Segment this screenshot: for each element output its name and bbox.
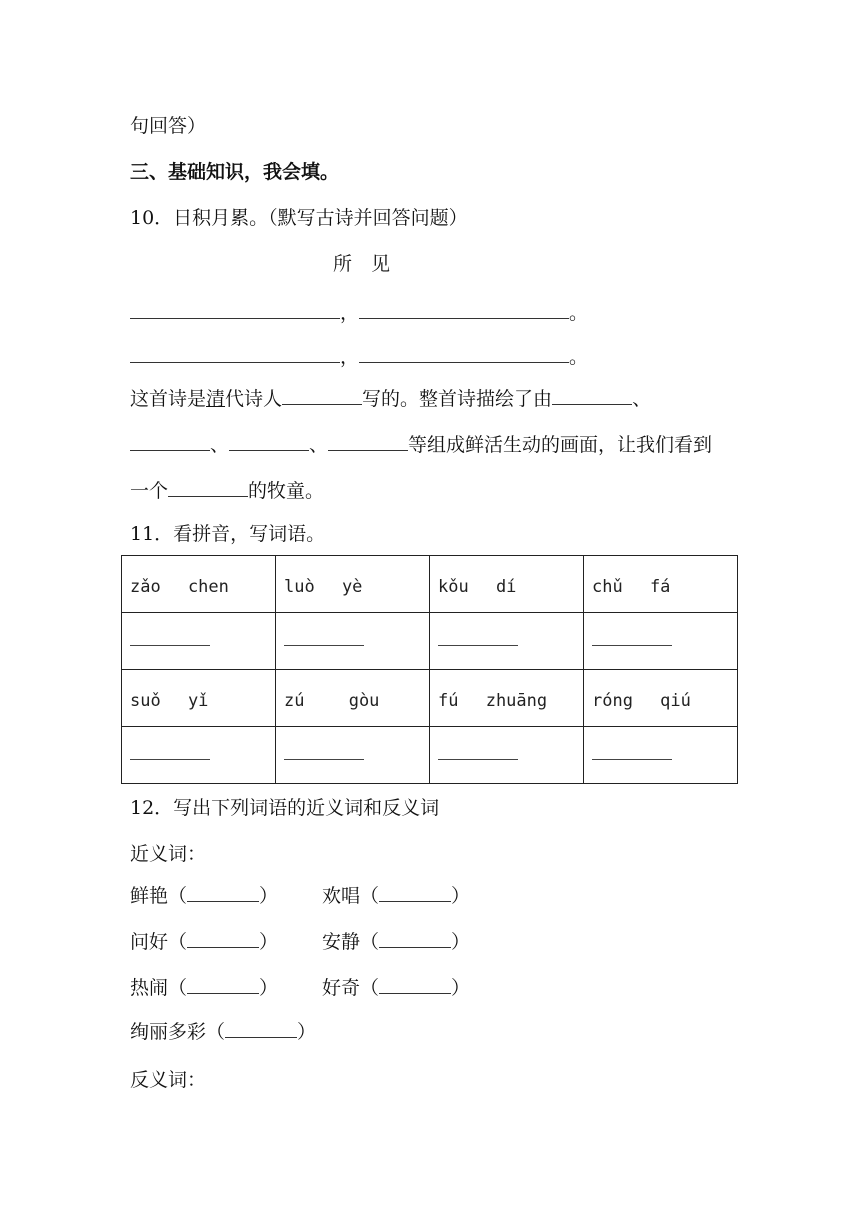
answer-cell[interactable] xyxy=(122,613,276,670)
answer-cell[interactable] xyxy=(584,613,738,670)
answer-blank[interactable] xyxy=(379,883,451,902)
answer-blank[interactable] xyxy=(552,384,632,405)
question-12: 12．写出下列词语的近义词和反义词 xyxy=(130,797,440,819)
synonym-item: 热闹（ ） xyxy=(130,977,279,999)
write-line xyxy=(284,631,364,646)
poem-line-1: ， 。 xyxy=(130,298,588,327)
answer-cell[interactable] xyxy=(276,727,430,784)
table-row xyxy=(122,727,738,784)
answer-blank[interactable] xyxy=(282,384,362,405)
poem-title: 所 见 xyxy=(333,253,391,275)
antonym-heading: 反义词： xyxy=(130,1069,207,1091)
synonym-item: 欢唱（ ） xyxy=(322,885,471,907)
section-heading: 三、基础知识，我会填。 xyxy=(130,161,340,183)
pinyin-cell: róng qiú xyxy=(584,670,738,727)
pinyin-cell: fú zhuāng xyxy=(430,670,584,727)
question-10: 10．日积月累。（默写古诗并回答问题） xyxy=(130,207,468,229)
write-line xyxy=(438,631,518,646)
write-line xyxy=(592,631,672,646)
poem-blank[interactable] xyxy=(130,298,340,319)
poem-line-2: ， 。 xyxy=(130,342,588,371)
continuation-text: 句回答） xyxy=(130,115,207,137)
synonym-item: 好奇（ ） xyxy=(322,977,471,999)
pinyin-cell: luò yè xyxy=(276,556,430,613)
synonym-heading: 近义词： xyxy=(130,843,207,865)
answer-cell[interactable] xyxy=(430,613,584,670)
poem-blank[interactable] xyxy=(130,342,340,363)
answer-cell[interactable] xyxy=(122,727,276,784)
answer-blank[interactable] xyxy=(379,975,451,994)
synonym-item: 问好（ ） xyxy=(130,931,279,953)
table-row xyxy=(122,670,738,727)
pinyin-cell: zǎo chen xyxy=(122,556,276,613)
synonym-item: 安静（ ） xyxy=(322,931,471,953)
answer-blank[interactable] xyxy=(187,883,259,902)
write-line xyxy=(130,631,210,646)
answer-cell[interactable] xyxy=(276,613,430,670)
answer-blank[interactable] xyxy=(229,430,309,451)
pinyin-cell: chǔ fá xyxy=(584,556,738,613)
poem-blank[interactable] xyxy=(359,298,569,319)
write-line xyxy=(130,745,210,760)
question-11: 11．看拼音，写词语。 xyxy=(130,523,326,545)
answer-cell[interactable] xyxy=(430,727,584,784)
synonym-item: 绚丽多彩（ ） xyxy=(130,1021,317,1043)
write-line xyxy=(438,745,518,760)
answer-blank[interactable] xyxy=(379,929,451,948)
answer-blank[interactable] xyxy=(130,430,210,451)
answer-blank[interactable] xyxy=(225,1019,297,1038)
pinyin-cell: zú gòu xyxy=(276,670,430,727)
pinyin-cell: kǒu dí xyxy=(430,556,584,613)
answer-blank[interactable] xyxy=(187,929,259,948)
poem-blank[interactable] xyxy=(359,342,569,363)
table-row xyxy=(122,613,738,670)
synonym-item: 鲜艳（ ） xyxy=(130,885,279,907)
write-line xyxy=(592,745,672,760)
table-row xyxy=(122,556,738,613)
pinyin-cell: suǒ yǐ xyxy=(122,670,276,727)
poem-question-line-3: 一个 的牧童。 xyxy=(130,476,324,505)
poem-question-line-2: 、 、 等组成鲜活生动的画面，让我们看到 xyxy=(130,430,712,459)
write-line xyxy=(284,745,364,760)
answer-blank[interactable] xyxy=(187,975,259,994)
answer-blank[interactable] xyxy=(328,430,408,451)
answer-cell[interactable] xyxy=(584,727,738,784)
poem-question-line-1: 这首诗是清代诗人 写的。整首诗描绘了由 、 xyxy=(130,384,651,413)
pinyin-table xyxy=(121,555,738,784)
answer-blank[interactable] xyxy=(168,476,248,497)
